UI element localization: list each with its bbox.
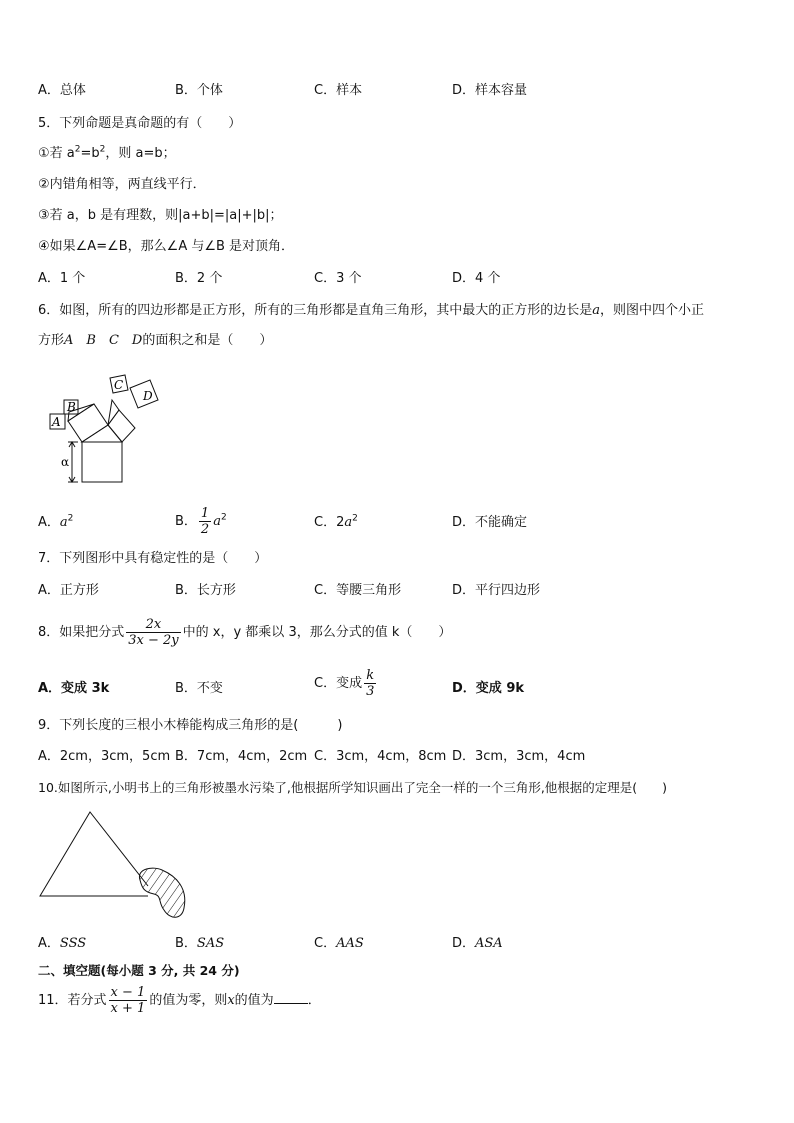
q6-stem-line2: 方形A B C D的面积之和是（ ） <box>38 333 273 348</box>
q9-stem: 9．下列长度的三根小木棒能构成三角形的是( ) <box>38 718 343 733</box>
q5-statement-4: ④如果∠A=∠B，那么∠A 与∠B 是对顶角． <box>38 239 295 254</box>
label-a: A <box>52 415 61 429</box>
q7-option-d: D．平行四边形 <box>452 583 541 598</box>
q9-option-c: C．3cm，4cm，8cm <box>314 749 447 764</box>
ink-stain <box>139 868 184 917</box>
section-2-heading: 二、填空题(每小题 3 分, 共 24 分) <box>38 963 240 978</box>
q6-option-a: A．$a^2$ <box>38 513 74 530</box>
largest-square <box>82 442 122 482</box>
q6-options <box>38 506 758 540</box>
q9-options <box>38 748 758 766</box>
q5-statement-1: ①若 $a^2=b^2$，则 a=b； <box>38 144 176 161</box>
q7-stem: 7．下列图形中具有稳定性的是（ ） <box>38 551 268 566</box>
q6-option-c: C．$2a^2$ <box>314 513 358 530</box>
q8-stem: 8．如果把分式 $\frac{2x}{3x - 2y}$ 中的 x，y 都乘以 3，那么分式的值 k（ ） <box>38 617 452 648</box>
q8-option-b: B．不变 <box>175 681 223 696</box>
q8-option-c: C．变成 $\frac{k}{3}$ <box>314 668 375 699</box>
q5-option-a: A．1 个 <box>38 271 86 286</box>
right-medium-square <box>108 410 135 442</box>
q7-option-c: C．等腰三角形 <box>314 583 402 598</box>
right-small-triangle <box>108 400 119 425</box>
q10-option-d: D．ASA <box>452 936 503 951</box>
label-b: B <box>67 400 76 414</box>
q5-option-b: B．2 个 <box>175 271 223 286</box>
q6-option-d: D．不能确定 <box>452 515 528 530</box>
q7-option-b: B．长方形 <box>175 583 236 598</box>
q10-stem: 10.如图所示,小明书上的三角形被墨水污染了,他根据所学知识画出了完全一样的一个三角形,他根据的定理是( ) <box>38 780 668 795</box>
q10-option-a: A．SSS <box>38 936 87 951</box>
q4-option-c: C．样本 <box>314 83 363 98</box>
q6-stem-line1: 6．如图，所有的四边形都是正方形，所有的三角形都是直角三角形，其中最大的正方形的边长是a，则图中四个小正 <box>38 303 705 318</box>
q10-option-c: C．AAS <box>314 936 364 951</box>
q11-stem: 11．若分式 $\frac{x - 1}{x + 1}$ 的值为零，则x的值为 ． <box>38 985 321 1016</box>
q5-stem: 5．下列命题是真命题的有（ ） <box>38 116 242 131</box>
q5-statement-3: ③若 a，b 是有理数，则|a+b|=|a|+|b|； <box>38 208 283 223</box>
q8-option-d: D．变成 9k <box>452 681 525 696</box>
visible-triangle-sides <box>40 812 148 896</box>
q10-options <box>38 935 758 953</box>
q4-option-b: B．个体 <box>175 83 223 98</box>
q10-stained-triangle-figure <box>36 808 196 924</box>
label-c: C <box>114 378 124 392</box>
q7-options <box>38 582 758 600</box>
label-alpha: α <box>61 455 70 469</box>
q6-pythagoras-figure <box>40 370 180 486</box>
q8-options <box>38 668 758 704</box>
label-d: D <box>143 389 153 403</box>
q6-option-b: B． $\frac{1}{2}$ $a^2$ <box>175 506 227 537</box>
q5-option-c: C．3 个 <box>314 271 362 286</box>
q9-option-d: D．3cm，3cm，4cm <box>452 749 586 764</box>
top-triangle <box>82 425 122 442</box>
q11-answer-blank[interactable] <box>274 991 308 1004</box>
q10-option-b: B．SAS <box>175 936 225 951</box>
q4-option-d: D．样本容量 <box>452 83 528 98</box>
q8-option-a: A．变成 3k <box>38 681 110 696</box>
q5-options <box>38 270 758 288</box>
q9-option-b: B．7cm，4cm，2cm <box>175 749 308 764</box>
q9-option-a: A．2cm，3cm，5cm <box>38 749 171 764</box>
q5-statement-2: ②内错角相等，两直线平行． <box>38 177 206 192</box>
q5-option-d: D．4 个 <box>452 271 501 286</box>
q7-option-a: A．正方形 <box>38 583 99 598</box>
q4-option-a: A．总体 <box>38 83 86 98</box>
q4-options <box>38 82 758 100</box>
